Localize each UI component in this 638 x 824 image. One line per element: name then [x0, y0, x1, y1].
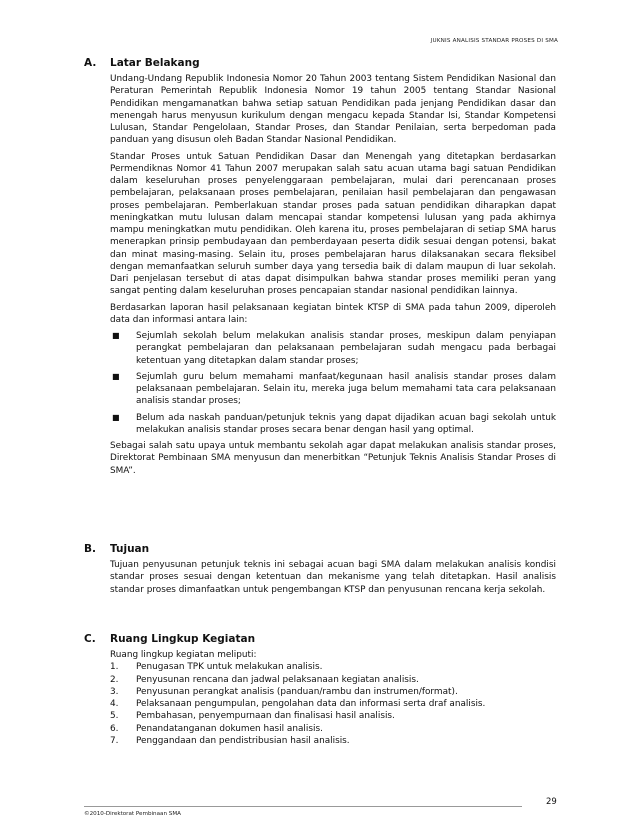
list-item-text: Penugasan TPK untuk melakukan analisis.	[136, 662, 323, 673]
list-item-text: Sejumlah sekolah belum melakukan analisis standar proses, meskipun dalam penyiapan perangkat pembelajaran dan pelaksanaan pembelajaran sudah mengacu pada berbagai ketentuan yang ditetapkan dalam standar proses;	[136, 331, 556, 366]
list-item	[110, 723, 556, 735]
section-letter: C.	[84, 633, 96, 645]
section-body	[110, 73, 556, 477]
list-item-text: Penyusunan rencana dan jadwal pelaksanaan kegiatan analisis.	[136, 674, 419, 685]
paragraph: Berdasarkan laporan hasil pelaksanaan kegiatan bintek KTSP di SMA pada tahun 2009, diperoleh data dan informasi antara lain:	[110, 302, 556, 325]
section-latar-belakang	[84, 57, 556, 481]
footer-copyright: ©2010-Direktorat Pembinaan SMA	[84, 811, 181, 817]
section-heading	[84, 633, 556, 649]
list-item	[110, 698, 556, 710]
paragraph: Sebagai salah satu upaya untuk membantu sekolah agar dapat melakukan analisis standar proses, Direktorat Pembinaan SMA menyusun dan menerbitkan “Petunjuk Teknis Analisis Standar Proses di SMA”.	[110, 441, 556, 476]
list-item	[110, 661, 556, 673]
list-item-text: Penandatanganan dokumen hasil analisis.	[136, 723, 323, 734]
list-number: 6.	[110, 723, 119, 734]
section-tujuan	[84, 543, 556, 600]
list-item	[110, 735, 556, 747]
paragraph: Undang-Undang Republik Indonesia Nomor 20 Tahun 2003 tentang Sistem Pendidikan Nasional dan Peraturan Pemerintah Republik Indonesia Nomor 19 tahun 2005 tentang Standar Nasional Pendidikan mengamanatkan bahwa setiap satuan Pendidikan pada jenjang Pendidikan dasar dan menengah harus menyusun kurikulum dengan mengacu kepada Standar Isi, Standar Kompetensi Lulusan, Standar Pengelolaan, Standar Proses, dan Standar Penilaian, serta berpedoman pada panduan yang disusun oleh Badan Standar Nasional Pendidikan.	[110, 74, 556, 146]
section-letter: B.	[84, 543, 96, 555]
list-item	[110, 674, 556, 686]
list-item	[110, 686, 556, 698]
section-title: Ruang Lingkup Kegiatan	[110, 633, 256, 645]
section-ruang-lingkup	[84, 633, 556, 747]
bullet-list	[110, 330, 556, 436]
list-item-text: Penggandaan dan pendistribusian hasil analisis.	[136, 735, 350, 746]
paragraph: Standar Proses untuk Satuan Pendidikan Dasar dan Menengah yang ditetapkan berdasarkan Permendiknas Nomor 41 Tahun 2007 merupakan salah satu acuan utama bagi satuan Pendidikan dalam keseluruhan proses penyelenggaraan pembelajaran, mulai dari perencanaan proses pembelajaran, pelaksanaan proses pembelajaran, penilaian hasil pembelajaran dan pengawasan proses pembelajaran. Pemberlakuan standar proses pada satuan pendidikan diharapkan dapat meningkatkan mutu lulusan dalam mencapai standar kompetensi lulusan yang pada akhirnya mampu meningkatkan mutu pendidikan. Oleh karena itu, proses pembelajaran di setiap SMA harus menerapkan prinsip pembudayaan dan pemberdayaan peserta didik sesuai dengan potensi, bakat dan minat masing-masing. Selain itu, proses pembelajaran harus dilaksanakan secara fleksibel dengan memanfaatkan seluruh sumber daya yang tersedia baik di dalam maupun di luar sekolah. Dari penjelasan tersebut di atas dapat disimpulkan bahwa standar proses memiliki peran yang sangat penting dalam keseluruhan proses pencapaian standar nasional pendidikan lainnya.	[110, 151, 556, 297]
numbered-list	[110, 661, 556, 747]
list-item-text: Pelaksanaan pengumpulan, pengolahan data dan informasi serta draf analisis.	[136, 699, 486, 709]
list-number: 3.	[110, 686, 119, 697]
list-number: 2.	[110, 674, 119, 685]
list-item-text: Belum ada naskah panduan/petunjuk teknis yang dapat dijadikan acuan bagi sekolah untuk melakukan analisis standar proses secara benar dengan hasil yang optimal.	[136, 412, 556, 435]
list-item	[110, 371, 556, 408]
section-heading	[84, 543, 556, 559]
list-number: 4.	[110, 699, 119, 709]
list-item-text: Pembahasan, penyempurnaan dan finalisasi hasil analisis.	[136, 711, 395, 722]
bullet-icon: ■	[112, 371, 120, 381]
list-number: 1.	[110, 662, 119, 673]
section-letter: A.	[84, 57, 97, 69]
list-number: 5.	[110, 711, 119, 722]
section-title: Latar Belakang	[110, 57, 200, 69]
section-heading	[84, 57, 556, 73]
page-number: 29	[546, 797, 557, 807]
section-body	[110, 559, 556, 596]
running-header: JUKNIS ANALISIS STANDAR PROSES DI SMA	[430, 38, 558, 44]
section-body	[110, 649, 556, 747]
list-item-text: Penyusunan perangkat analisis (panduan/rambu dan instrumen/format).	[136, 686, 458, 697]
bullet-icon: ■	[112, 412, 120, 422]
bullet-icon: ■	[112, 331, 120, 340]
list-number: 7.	[110, 735, 119, 746]
list-intro: Ruang lingkup kegiatan meliputi:	[110, 650, 257, 660]
list-item	[110, 710, 556, 722]
section-title: Tujuan	[110, 543, 150, 555]
list-item-text: Sejumlah guru belum memahami manfaat/kegunaan hasil analisis standar proses dalam pelaksanaan pembelajaran. Selain itu, mereka juga belum memahami tata cara pelaksanaan analisis standar proses;	[136, 371, 556, 407]
paragraph: Tujuan penyusunan petunjuk teknis ini sebagai acuan bagi SMA dalam melakukan analisis kondisi standar proses sesuai dengan ketentuan dan mekanisme yang telah ditetapkan. Hasil analisis standar proses dimanfaatkan untuk pengembangan KTSP dan penyusunan rencana kerja sekolah.	[110, 560, 556, 595]
footer-divider	[84, 806, 522, 807]
list-item	[110, 412, 556, 437]
list-item	[110, 330, 556, 367]
